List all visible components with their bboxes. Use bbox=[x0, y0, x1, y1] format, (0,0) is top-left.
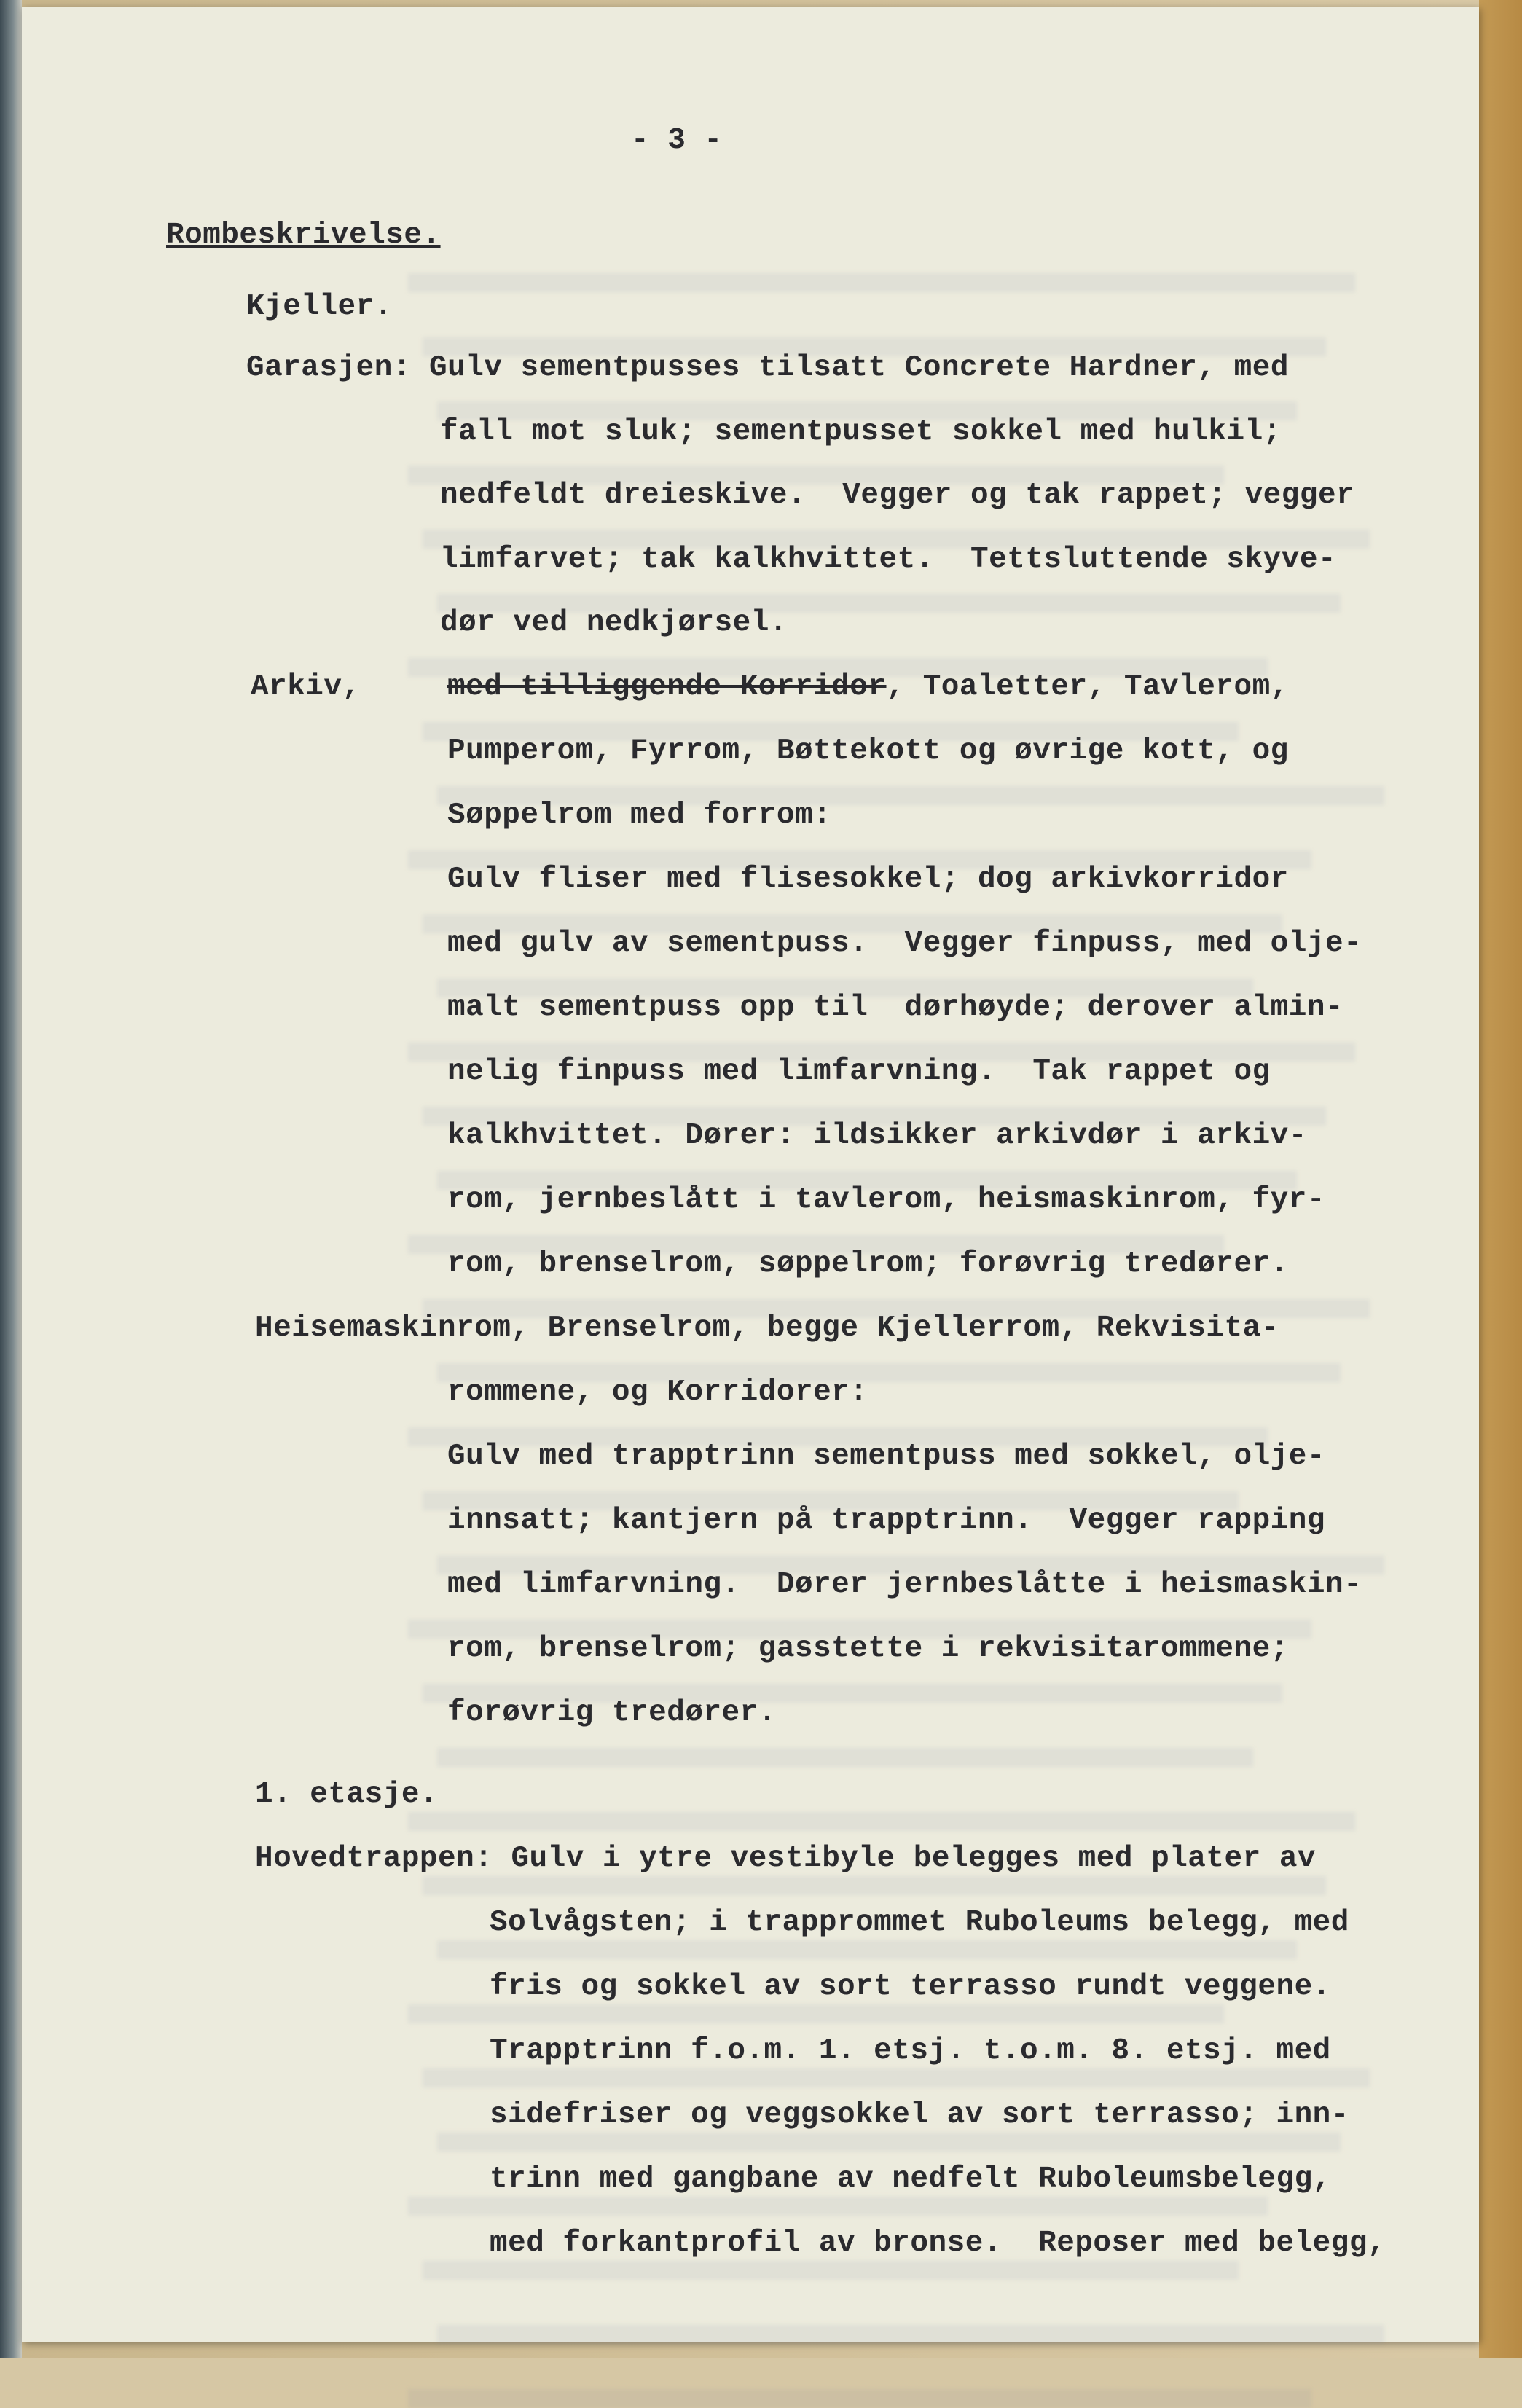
text-line: rom, jernbeslått i tavlerom, heismaskinrom, fyr- bbox=[447, 1183, 1325, 1217]
left-page-edge bbox=[0, 0, 22, 2358]
text-line: nedfeldt dreieskive. Vegger og tak rappet; vegger bbox=[440, 479, 1354, 512]
text-line: innsatt; kantjern på trapptrinn. Vegger rapping bbox=[447, 1504, 1325, 1537]
text-line: kalkhvittet. Dører: ildsikker arkivdør i arkiv- bbox=[447, 1119, 1307, 1153]
text-line: med gulv av sementpuss. Vegger finpuss, med olje- bbox=[447, 927, 1362, 960]
text-line: rom, brenselrom; gasstette i rekvisitarommene; bbox=[447, 1632, 1289, 1666]
text-line: nelig finpuss med limfarvning. Tak rappet og bbox=[447, 1055, 1271, 1089]
text-line: 1. etasje. bbox=[255, 1778, 438, 1811]
text-line: Pumperom, Fyrrom, Bøttekott og øvrige kott, og bbox=[447, 734, 1289, 768]
text-line: rommene, og Korridorer: bbox=[447, 1376, 868, 1409]
text-line: Søppelrom med forrom: bbox=[447, 799, 831, 832]
text-line: Trapptrinn f.o.m. 1. etsj. t.o.m. 8. etsj. med bbox=[490, 2034, 1331, 2068]
text-line: Hovedtrappen: Gulv i ytre vestibyle belegges med plater av bbox=[255, 1842, 1316, 1875]
text-line: limfarvet; tak kalkhvittet. Tettsluttende skyve- bbox=[440, 543, 1336, 576]
text-line: dør ved nedkjørsel. bbox=[440, 606, 788, 640]
text-line: Solvågsten; i trapprommet Ruboleums belegg, med bbox=[490, 1906, 1349, 1940]
text-line: fris og sokkel av sort terrasso rundt veggene. bbox=[490, 1970, 1331, 2004]
show-through-band bbox=[408, 2389, 1311, 2408]
text-line: Kjeller. bbox=[246, 290, 393, 323]
page-title: Rombeskrivelse. bbox=[166, 219, 441, 252]
text-line: med forkantprofil av bronse. Reposer med belegg, bbox=[490, 2227, 1386, 2260]
text-line: forøvrig tredører. bbox=[447, 1696, 777, 1730]
text-line: fall mot sluk; sementpusset sokkel med hulkil; bbox=[440, 415, 1282, 449]
text-line: sidefriser og veggsokkel av sort terrasso; inn- bbox=[490, 2098, 1349, 2132]
text-line: Heisemaskinrom, Brenselrom, begge Kjellerrom, Rekvisita- bbox=[255, 1311, 1279, 1345]
text-line: Garasjen: Gulv sementpusses tilsatt Concrete Hardner, med bbox=[246, 351, 1289, 385]
text-line: rom, brenselrom, søppelrom; forøvrig tredører. bbox=[447, 1247, 1289, 1281]
text-line: Gulv med trapptrinn sementpuss med sokkel, olje- bbox=[447, 1440, 1325, 1473]
text-line: trinn med gangbane av nedfelt Ruboleumsbelegg, bbox=[490, 2162, 1331, 2196]
right-board-edge bbox=[1479, 0, 1522, 2358]
text-line: Arkiv, bbox=[251, 670, 361, 704]
text-line: malt sementpuss opp til dørhøyde; derover almin- bbox=[447, 991, 1343, 1024]
page-number: - 3 - bbox=[631, 124, 723, 157]
text-line: med tilliggende Korridor, Toaletter, Tavlerom, bbox=[447, 670, 1289, 704]
text-line: Gulv fliser med flisesokkel; dog arkivkorridor bbox=[447, 863, 1289, 896]
text-line: med limfarvning. Dører jernbeslåtte i heismaskin- bbox=[447, 1568, 1362, 1601]
struck-text: med tilliggende Korridor bbox=[447, 670, 887, 704]
